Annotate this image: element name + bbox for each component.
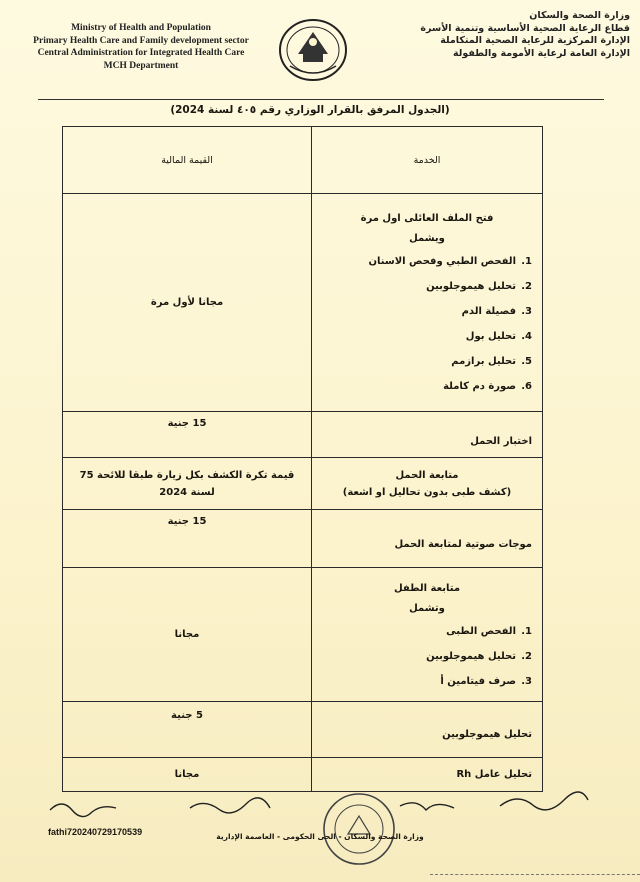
list-item: 2.تحليل هيموجلوبين: [426, 650, 532, 662]
value-cell: مجانا: [63, 758, 312, 792]
service-title: متابعة الطفل: [393, 582, 461, 594]
service-cell: اختبار الحمل: [312, 412, 543, 458]
service-cell: [312, 458, 543, 510]
footer-address: وزارة الصحة والسكان - الحى الحكومى - العاصمة الإدارية: [216, 832, 424, 841]
ministry-emblem-icon: [276, 14, 350, 84]
list-item: 1.الفحص الطبي وفحص الاسنان: [368, 256, 532, 267]
header-en-line: Central Administration for Integrated Health Care: [37, 48, 245, 58]
table-row: [63, 458, 543, 510]
service-title: متابعة الحمل: [395, 469, 459, 481]
service-sub: وتشمل: [409, 602, 445, 614]
service-cell: [312, 194, 543, 412]
reference-code: fathi720240729170539: [48, 827, 143, 837]
service-cell: [312, 568, 543, 702]
value-cell: 15 جنية: [63, 510, 312, 568]
service-cell: تحليل عامل Rh: [312, 758, 543, 792]
header-en-line: Primary Health Care and Family development sector: [33, 35, 249, 46]
header-arabic: [370, 10, 630, 60]
header-ar-line: وزارة الصحة والسكان: [529, 10, 630, 21]
value-cell: مجانا لأول مرة: [63, 194, 312, 412]
list-item: 5.تحليل برازمم: [451, 356, 532, 367]
header-ar-line: الإدارة المركزية للرعاية الصحية المتكاملة: [440, 35, 630, 46]
service-title: فتح الملف العائلى اول مرة: [360, 213, 494, 224]
service-cell: موجات صوتية لمتابعة الحمل: [312, 510, 543, 568]
header-english: [6, 22, 276, 72]
service-sub: (كشف طبى بدون تحاليل او اشعة): [342, 486, 512, 498]
list-item: 2.تحليل هيموجلوبين: [426, 281, 532, 292]
service-cell: تحليل هيموجلوبين: [312, 702, 543, 758]
table-row: [63, 510, 543, 568]
header-divider: [38, 99, 604, 100]
value-cell: مجانا: [63, 568, 312, 702]
list-item: 6.صورة دم كاملة: [443, 381, 532, 392]
table-row: [63, 194, 543, 412]
value-cell: 15 جنية: [63, 412, 312, 458]
bottom-divider: [430, 874, 640, 875]
table-row: [63, 568, 543, 702]
service-header: الخدمة: [312, 127, 543, 194]
service-items: [322, 256, 532, 392]
decree-title: (الجدول المرفق بالقرار الوزاري رقم ٤٠٥ لسنة 2024): [170, 104, 450, 116]
header-ar-line: الإدارة العامة لرعاية الأمومة والطفولة: [453, 47, 630, 59]
value-header: القيمة المالية: [63, 127, 312, 194]
service-items: [322, 626, 532, 687]
service-sub: ويشمل: [409, 233, 445, 244]
value-cell: قيمة تكرة الكشف بكل زيارة طبقا للائحة 75 لسنة 2024: [63, 458, 312, 510]
list-item: 4.تحليل بول: [465, 331, 532, 342]
table-row: [63, 412, 543, 458]
list-item: 1.الفحص الطبى: [446, 625, 532, 637]
table-header-row: [63, 127, 543, 194]
fees-table: [62, 126, 543, 792]
list-item: 3.صرف فيتامين أ: [440, 675, 532, 687]
header-ar-line: قطاع الرعاية الصحية الأساسية وتنمية الأسرة: [420, 22, 630, 34]
header-en-line: Ministry of Health and Population: [71, 23, 211, 33]
list-item: 3.فصيلة الدم: [461, 306, 532, 317]
header-en-line: MCH Department: [103, 60, 179, 71]
official-stamp-icon: [320, 790, 398, 868]
table-row: [63, 702, 543, 758]
value-cell: 5 جنية: [63, 702, 312, 758]
table-row: [63, 758, 543, 792]
